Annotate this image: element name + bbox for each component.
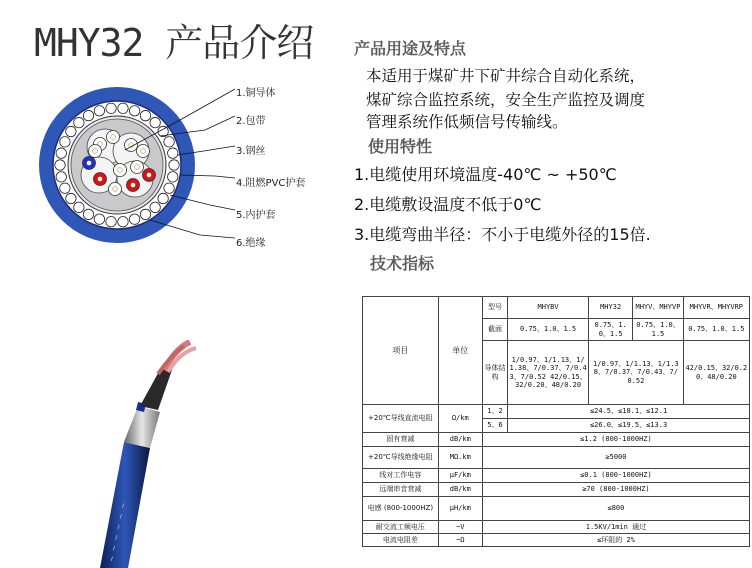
- cable-cross-section-diagram: [30, 80, 360, 265]
- crosstalk-value: ≥70 (800-1000HZ): [482, 483, 749, 497]
- structure-2: 1/0.97、1/1.13、1/1.38、7/0.37、7/0.43、7/0.52: [589, 341, 684, 405]
- steel-wire: [106, 216, 116, 226]
- usage-heading: 产品用途及特点: [354, 39, 467, 58]
- steel-wire: [106, 103, 116, 113]
- steel-wire: [140, 110, 150, 120]
- steel-wire: [150, 117, 160, 127]
- steel-wire: [66, 126, 76, 136]
- steel-wire: [55, 160, 65, 170]
- capacitance-value: ≤0.1 (800-1000HZ): [482, 469, 749, 483]
- unbalance-unit: ~Ω: [438, 534, 482, 547]
- model-4: MHYVR、MHYVRP: [683, 297, 749, 319]
- steel-wire: [164, 183, 174, 193]
- copper-conductor: [87, 161, 92, 166]
- spec-table: [362, 296, 750, 547]
- section-label: 截面: [482, 319, 507, 341]
- steel-wire: [56, 172, 66, 182]
- inductance-unit: μH/km: [438, 497, 482, 521]
- copper-conductor: [118, 168, 123, 173]
- insulation-unit: MΩ.km: [438, 447, 482, 469]
- insulation-value: ≥5000: [482, 447, 749, 469]
- steel-wire: [140, 209, 150, 219]
- table-header-item: 项目: [363, 297, 439, 405]
- property-item-3: 3.电缆弯曲半径：不小于电缆外径的15倍.: [354, 225, 651, 244]
- section-4: 0.75、1.0、1.5: [683, 319, 749, 341]
- section-1: 0.75、1.0、1.5: [508, 319, 589, 341]
- crosstalk-label: 远端串音衰减: [363, 483, 439, 497]
- copper-conductor: [98, 177, 103, 182]
- copper-conductor: [111, 135, 116, 140]
- section-3: 0.75、1.0、1.5: [633, 319, 683, 341]
- usage-line-1: 本适用于煤矿井下矿井综合自动化系统，: [366, 67, 646, 85]
- insulation-label: +20℃导线绝缘电阻: [363, 447, 439, 469]
- steel-wire: [60, 137, 70, 147]
- steel-wire: [56, 148, 66, 158]
- model-1: MHYBV: [508, 297, 589, 319]
- model-3: MHYV、MHYVP: [633, 297, 683, 319]
- crosstalk-unit: dB/km: [438, 483, 482, 497]
- resistance-label: +20℃导线直流电阻: [363, 405, 439, 433]
- legend-item-steel-wire: 3.钢丝: [236, 146, 266, 157]
- resistance-b-values: ≤26.0、≤19.5、≤13.3: [508, 419, 750, 433]
- steel-wire: [94, 106, 104, 116]
- svg-text:~ ~ ~ ~ ~ ~: ~ ~ ~ ~ ~ ~: [107, 502, 130, 563]
- steel-wire: [118, 103, 128, 113]
- steel-wire: [83, 209, 93, 219]
- steel-wire: [74, 117, 84, 127]
- steel-wire: [129, 106, 139, 116]
- copper-conductor: [131, 183, 136, 188]
- cable-photo: [80, 340, 220, 568]
- attenuation-unit: dB/km: [438, 433, 482, 447]
- usage-line-2: 煤矿综合监控系统，安全生产监控及调度: [366, 91, 646, 109]
- legend-item-copper-conductor: 1.铜导体: [236, 88, 276, 99]
- voltage-unit: ~V: [438, 521, 482, 534]
- legend-item-inner-sheath: 5.内护套: [236, 210, 276, 221]
- capacitance-label: 线对工作电容: [363, 469, 439, 483]
- voltage-value: 1.5KV/1min 通过: [482, 521, 749, 534]
- steel-wire: [66, 193, 76, 203]
- structure-label: 导体结构: [482, 341, 507, 405]
- usage-line-3: 管理系统作低频信号传输线。: [366, 113, 568, 131]
- resistance-a-values: ≤24.5、≤18.1、≤12.1: [508, 405, 750, 419]
- table-header-unit: 单位: [438, 297, 482, 405]
- steel-wire: [129, 214, 139, 224]
- structure-1: 1/0.97、1/1.13、1/1.38、7/0.37、7/0.43、7/0.52 42/0.15、32/0.20、48/0.20: [508, 341, 589, 405]
- resistance-b-sizes: 5、6: [482, 419, 507, 433]
- steel-wire: [60, 183, 70, 193]
- steel-wire: [168, 148, 178, 158]
- page-title: MHY32 产品介绍: [34, 21, 314, 65]
- steel-wire: [158, 193, 168, 203]
- steel-wire: [169, 160, 179, 170]
- property-item-2: 2.电缆敷设温度不低于0℃: [354, 195, 542, 214]
- property-item-1: 1.电缆使用环境温度-40℃ ~ +50℃: [354, 165, 617, 184]
- steel-wire: [74, 202, 84, 212]
- copper-conductor: [93, 149, 98, 154]
- copper-conductor: [141, 149, 146, 154]
- section-2: 0.75、1.0、1.5: [589, 319, 633, 341]
- properties-heading: 使用特性: [368, 137, 433, 156]
- attenuation-label: 固有衰减: [363, 433, 439, 447]
- resistance-unit: Ω/km: [438, 405, 482, 433]
- specs-heading: 技术指标: [370, 254, 435, 273]
- model-label: 型号: [482, 297, 507, 319]
- inductance-value: ≤800: [482, 497, 749, 521]
- steel-wire: [118, 216, 128, 226]
- copper-conductor: [113, 187, 118, 192]
- copper-conductor: [135, 165, 140, 170]
- resistance-a-sizes: 1、2: [482, 405, 507, 419]
- unbalance-label: 电流电阻差: [363, 534, 439, 547]
- steel-wire: [150, 202, 160, 212]
- capacitance-unit: μF/km: [438, 469, 482, 483]
- steel-wire: [168, 172, 178, 182]
- inductance-label: 电感 (800-1000HZ): [363, 497, 439, 521]
- voltage-label: 耐交流工频电压: [363, 521, 439, 534]
- structure-3: 42/0.15、32/0.20、48/0.20: [683, 341, 749, 405]
- legend-item-insulation: 6.绝缘: [236, 238, 266, 249]
- copper-conductor: [147, 173, 152, 178]
- steel-wire: [164, 137, 174, 147]
- attenuation-value: ≤1.2 (800-1000HZ): [482, 433, 749, 447]
- model-2: MHY32: [589, 297, 633, 319]
- legend-item-pvc-sheath: 4.阻燃PVC护套: [236, 178, 306, 189]
- steel-wire: [94, 214, 104, 224]
- unbalance-value: ≤环阻的 2%: [482, 534, 749, 547]
- legend-item-tape: 2.包带: [236, 116, 266, 127]
- steel-wire: [83, 110, 93, 120]
